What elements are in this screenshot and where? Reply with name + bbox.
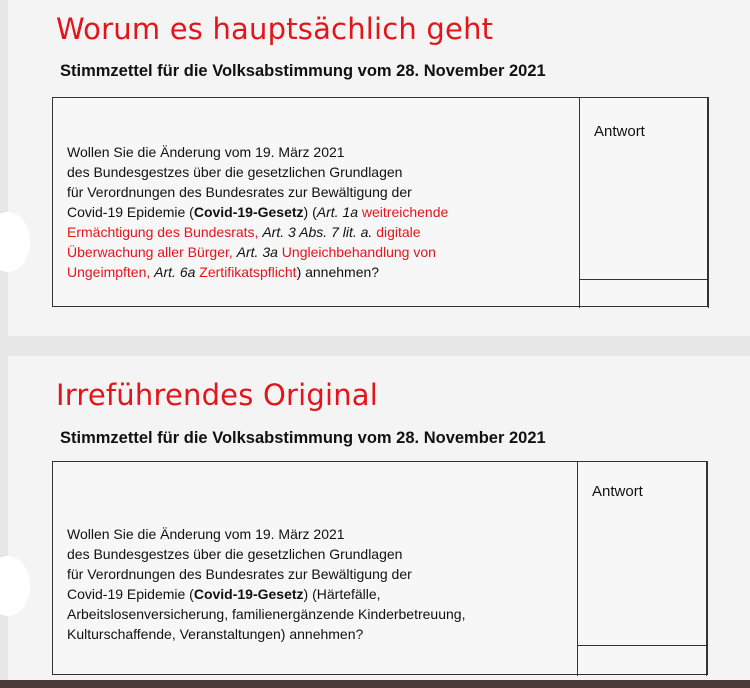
section-heading-main-issue: Worum es hauptsächlich geht [56,12,494,46]
punch-hole [0,556,30,616]
punch-hole [0,212,30,272]
ballot-question: Wollen Sie die Änderung vom 19. März 2021 des Bundesgestzes über die gesetzlichen Grundlagen für Verordnungen des Bundesrates zur Bewältigung der Covid-19 Epidemie (Covid-19-Gesetz) (Art. 1a weitreichende Ermächtigung des Bundesrats, Art. 3 Abs. 7 lit. a. digitale Überwachung aller Bürger, Art. 3a Ungleichbehandlung von Ungeimpften, Art. 6a Zertifikatspflicht) annehmen? [67,144,449,280]
ballot-box [52,97,708,307]
ballot-box [52,461,708,675]
ballot-question: Wollen Sie die Änderung vom 19. März 2021 des Bundesgestzes über die gesetzlichen Grundlagen für Verordnungen des Bundesrates zur Bewältigung der Covid-19 Epidemie (Covid-19-Gesetz) (Härtefälle, Arbeitslosenversicherung, familienergänzende Kinderbetreuung, Kulturschaffende, Veranstaltungen) annehmen? [67,526,466,642]
bottom-edge [0,680,750,688]
answer-column [579,97,709,308]
answer-field[interactable] [580,279,708,280]
answer-label: Antwort [592,482,643,500]
section-heading-original: Irreführendes Original [56,378,379,412]
answer-column [577,461,707,676]
answer-label: Antwort [594,122,645,140]
ballot-title: Stimmzettel für die Volksabstimmung vom 28. November 2021 [60,62,546,80]
answer-field[interactable] [578,645,706,646]
top-panel [8,0,750,336]
bottom-panel [8,356,750,680]
ballot-title: Stimmzettel für die Volksabstimmung vom 28. November 2021 [60,429,546,447]
